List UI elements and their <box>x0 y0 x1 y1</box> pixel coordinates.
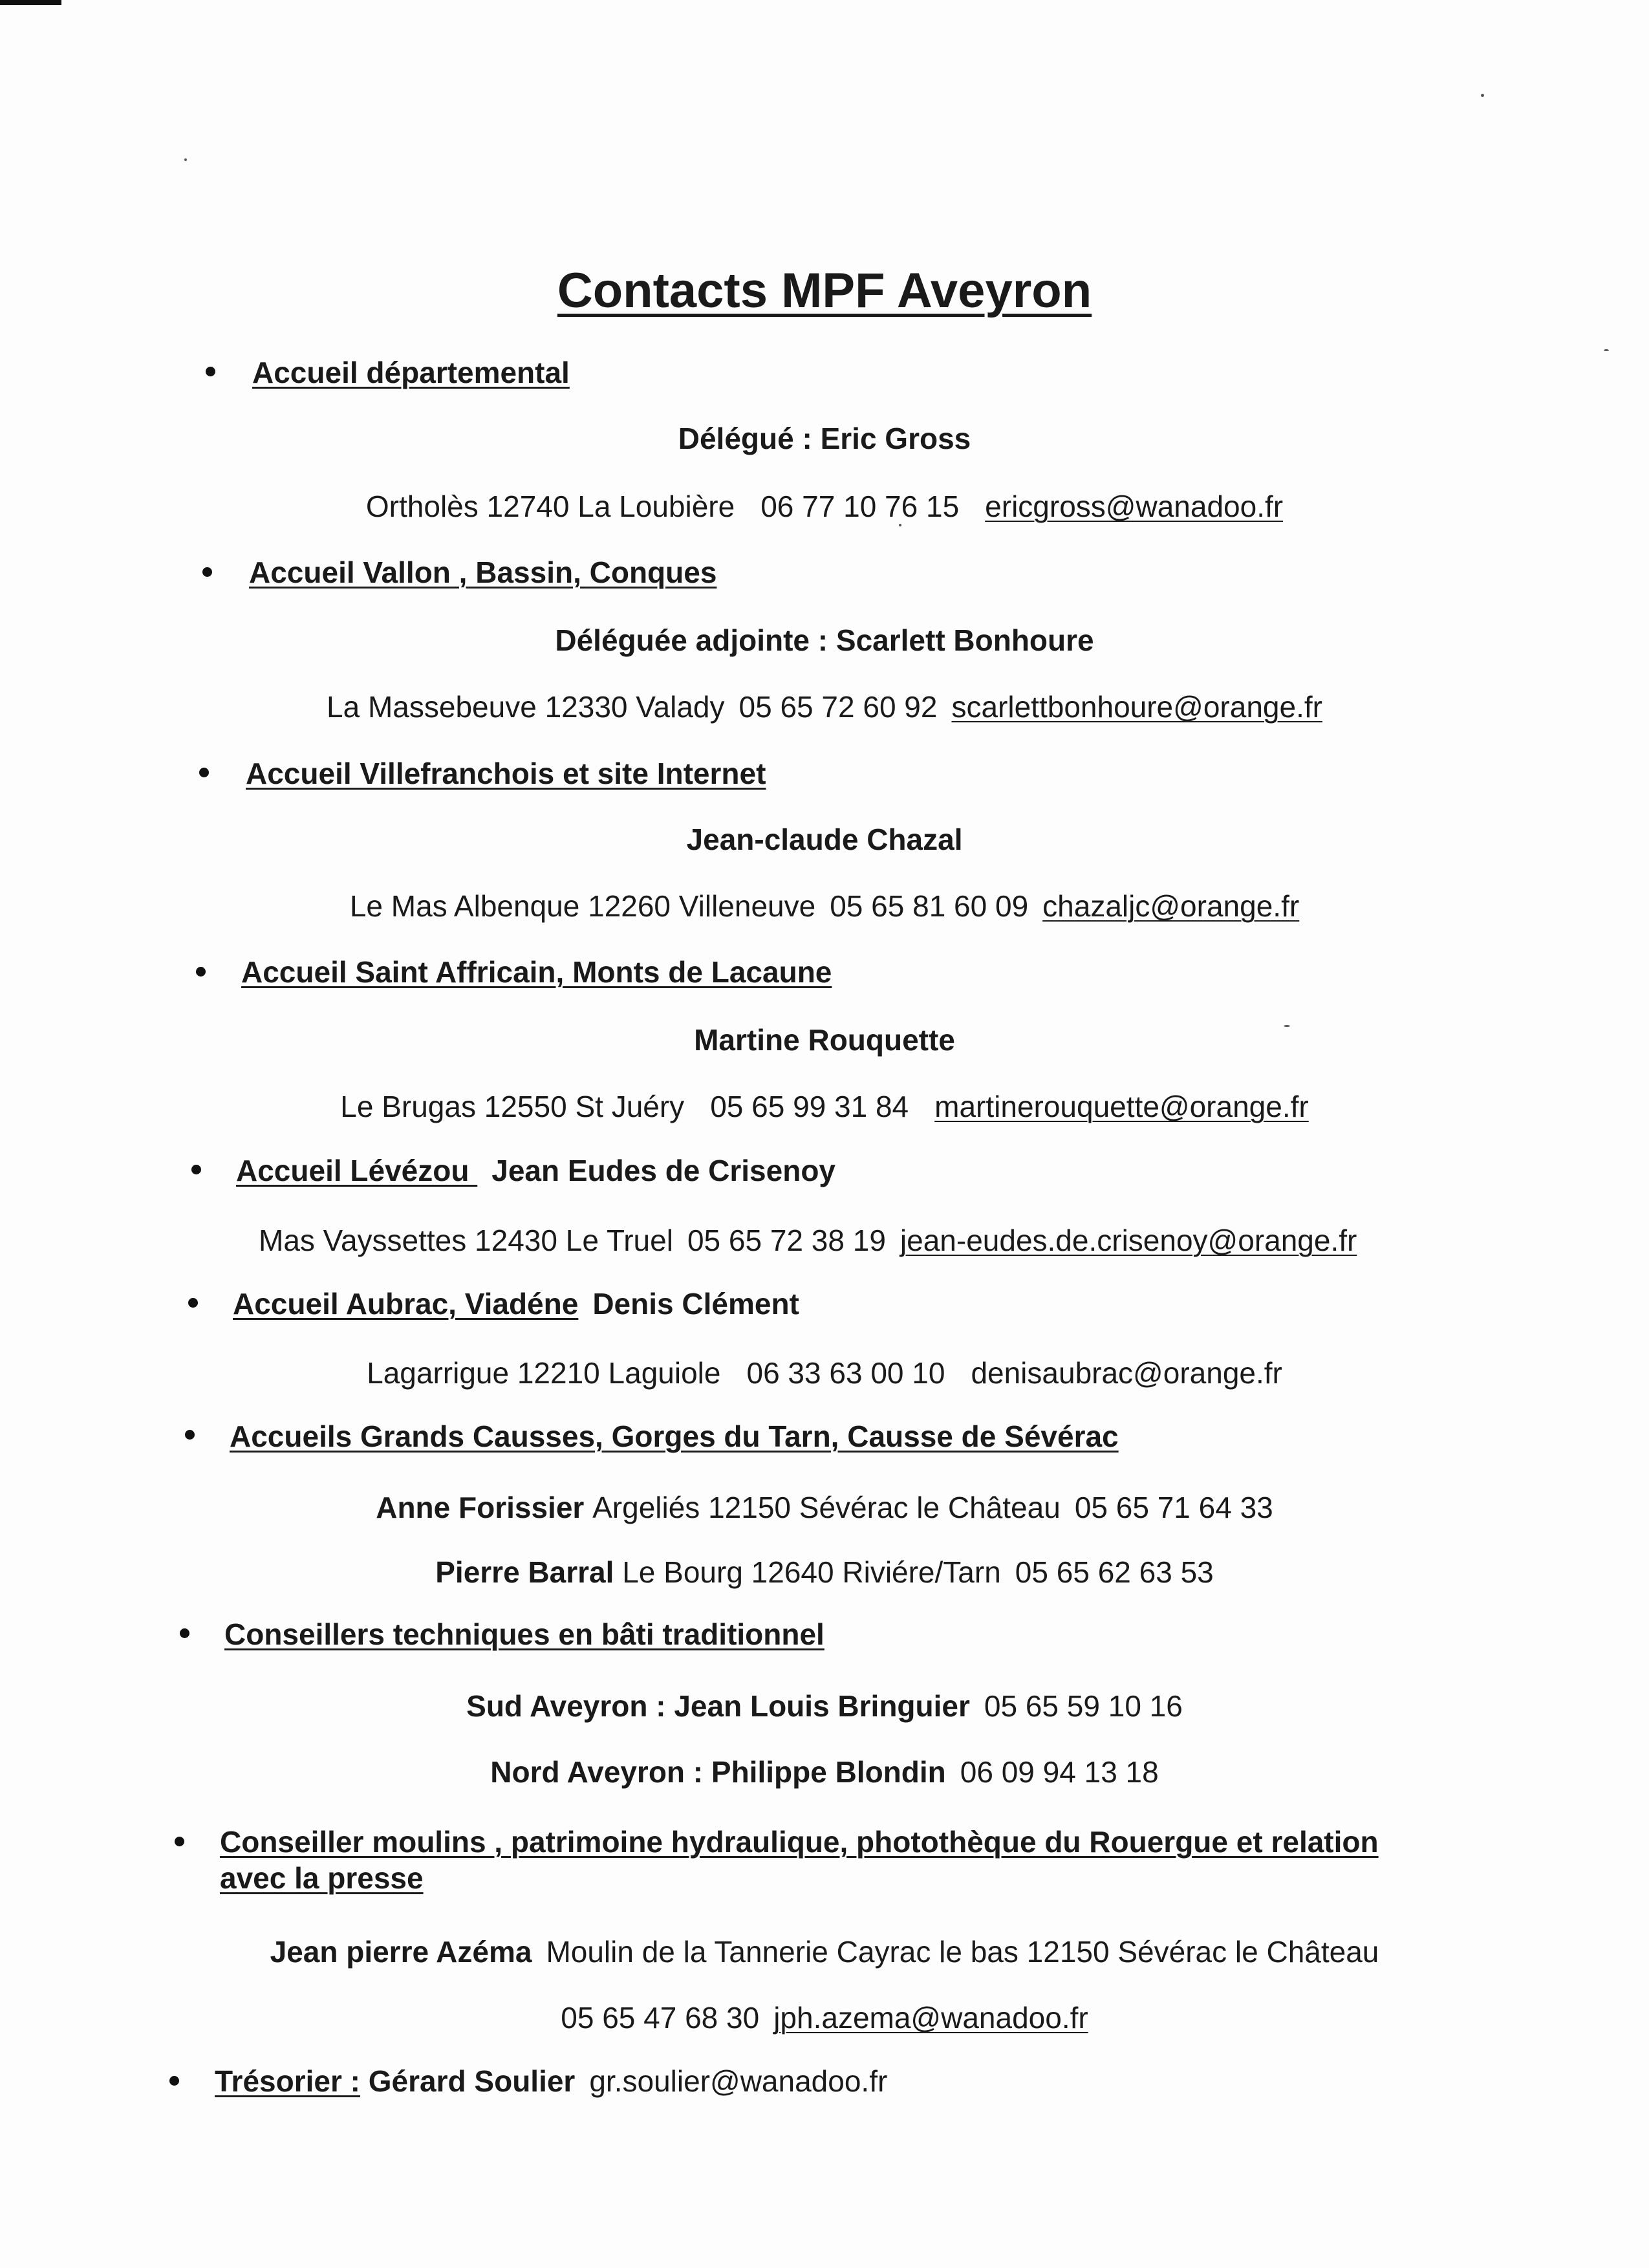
phone: 06 09 94 13 18 <box>960 1755 1159 1789</box>
section-heading: avec la presse <box>220 1861 424 1895</box>
bullet-icon <box>199 768 209 777</box>
section-heading-line <box>233 1286 799 1322</box>
address: Le Bourg 12640 Riviére/Tarn <box>622 1555 1001 1589</box>
section-heading: Accueil Saint Affricain, Monts de Lacaune <box>241 955 832 989</box>
email-link[interactable]: jph.azema@wanadoo.fr <box>773 2001 1088 2035</box>
phone: 05 65 72 60 92 <box>738 690 938 724</box>
phone: 05 65 71 64 33 <box>1074 1491 1273 1524</box>
email-link[interactable]: martinerouquette@orange.fr <box>934 1090 1309 1123</box>
contact-label: Nord Aveyron : Philippe Blondin <box>490 1755 946 1789</box>
address: Mas Vayssettes 12430 Le Truel <box>259 1224 673 1257</box>
scan-speck <box>1481 94 1484 97</box>
person-line: Délégué : Eric Gross <box>678 422 971 455</box>
section-heading: Accueil Vallon , Bassin, Conques <box>249 556 717 589</box>
bullet-icon <box>196 967 206 977</box>
email-link[interactable]: jean-eudes.de.crisenoy@orange.fr <box>900 1224 1357 1257</box>
contact-line <box>259 1222 1357 1258</box>
phone: 05 65 47 68 30 <box>561 2001 760 2035</box>
contact-line <box>0 1688 1649 1724</box>
address: Argeliés 12150 Sévérac le Château <box>592 1491 1061 1524</box>
scan-corner-mark <box>0 0 61 5</box>
phone: 05 65 81 60 09 <box>830 889 1029 923</box>
phone: 05 65 99 31 84 <box>710 1090 909 1123</box>
bullet-icon <box>188 1298 198 1308</box>
contact-line <box>0 1355 1649 1391</box>
person-name: Denis Clément <box>592 1287 799 1321</box>
person-line: Jean-claude Chazal <box>686 823 963 856</box>
contact-name: Jean pierre Azéma <box>270 1935 532 1969</box>
section-heading: Accueils Grands Causses, Gorges du Tarn, Causse de Sévérac <box>230 1420 1119 1453</box>
bullet-icon <box>175 1837 184 1846</box>
phone: 06 77 10 76 15 <box>760 490 960 523</box>
person-name: Gérard Soulier <box>368 2064 576 2098</box>
bullet-icon <box>180 1628 189 1638</box>
address: Le Brugas 12550 St Juéry <box>340 1090 685 1123</box>
contact-line <box>0 1554 1649 1590</box>
email[interactable]: gr.soulier@wanadoo.fr <box>589 2064 888 2098</box>
address: Moulin de la Tannerie Cayrac le bas 12150 Sévérac le Château <box>546 1935 1379 1969</box>
phone: 06 33 63 00 10 <box>746 1356 945 1390</box>
person-name: Jean Eudes de Crisenoy <box>491 1154 835 1187</box>
bullet-icon <box>206 367 215 376</box>
address: Ortholès 12740 La Loubière <box>365 490 735 523</box>
contact-label: Sud Aveyron : Jean Louis Bringuier <box>466 1689 970 1723</box>
page-title-text: Contacts MPF Aveyron <box>557 263 1092 318</box>
section-heading-line <box>215 2063 887 2099</box>
contact-line <box>0 1489 1649 1526</box>
contact-line <box>0 2000 1649 2036</box>
person-line: Déléguée adjointe : Scarlett Bonhoure <box>555 623 1094 657</box>
email[interactable]: denisaubrac@orange.fr <box>971 1356 1282 1390</box>
bullet-icon <box>185 1430 195 1440</box>
contact-line <box>0 888 1649 924</box>
scan-speck <box>1604 349 1609 351</box>
scan-speck <box>184 158 187 161</box>
phone: 05 65 72 38 19 <box>687 1224 886 1257</box>
contact-line <box>0 1088 1649 1125</box>
section-heading: Accueil Lévézou <box>236 1154 478 1187</box>
section-heading: Accueil Aubrac, Viadéne <box>233 1287 579 1321</box>
contact-line <box>0 689 1649 725</box>
section-heading: Accueil Villefranchois et site Internet <box>246 757 766 790</box>
contact-line <box>0 488 1649 524</box>
section-heading: Conseillers techniques en bâti traditionnel <box>224 1617 824 1651</box>
email-link[interactable]: ericgross@wanadoo.fr <box>985 490 1284 523</box>
email-link[interactable]: chazaljc@orange.fr <box>1042 889 1300 923</box>
contact-name: Anne Forissier <box>376 1491 585 1524</box>
section-heading: Accueil départemental <box>252 356 570 389</box>
address: Lagarrigue 12210 Laguiole <box>367 1356 721 1390</box>
page-title <box>0 262 1649 320</box>
phone: 05 65 59 10 16 <box>984 1689 1183 1723</box>
address: La Massebeuve 12330 Valady <box>327 690 725 724</box>
bullet-icon <box>191 1165 201 1174</box>
address: Le Mas Albenque 12260 Villeneuve <box>349 889 816 923</box>
bullet-icon <box>202 567 212 577</box>
contact-line <box>0 1934 1649 1970</box>
email-link[interactable]: scarlettbonhoure@orange.fr <box>951 690 1322 724</box>
section-heading: Conseiller moulins , patrimoine hydraulique, photothèque du Rouergue et relation <box>220 1825 1379 1859</box>
section-heading: Trésorier : <box>215 2064 360 2098</box>
contact-name: Pierre Barral <box>435 1555 614 1589</box>
section-heading-line <box>236 1152 835 1189</box>
person-line: Martine Rouquette <box>694 1023 955 1057</box>
contact-line <box>0 1754 1649 1790</box>
phone: 05 65 62 63 53 <box>1015 1555 1214 1589</box>
bullet-icon <box>169 2076 179 2086</box>
